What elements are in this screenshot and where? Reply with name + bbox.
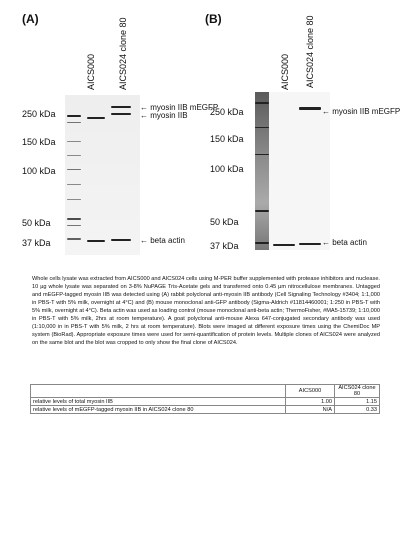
panel-b-annot-myosin-mEGFP: ← myosin IIB mEGFP bbox=[322, 107, 400, 116]
panel-b-annot-actin: ← beta actin bbox=[322, 238, 367, 247]
panel-b-label: (B) bbox=[205, 12, 222, 26]
panel-b-blot bbox=[255, 92, 330, 250]
table-header-cell bbox=[31, 385, 286, 398]
table-cell: 1.15 bbox=[335, 398, 380, 406]
table-row bbox=[31, 406, 380, 414]
table-header-row bbox=[31, 385, 380, 398]
panel-b-lane-label-2: AICS024 clone 80 bbox=[305, 15, 315, 88]
quantification-table bbox=[30, 384, 380, 414]
table-cell: N/A bbox=[286, 406, 335, 414]
arrow-left-icon: ← bbox=[140, 111, 148, 120]
panel-a-annot-actin: ← beta actin bbox=[140, 236, 185, 245]
panel-a-annot-myosin: ← myosin IIB bbox=[140, 111, 188, 120]
panel-a-lane-label-2: AICS024 clone 80 bbox=[118, 17, 128, 90]
panel-a-annot-myosin-mEGFP: ← myosin IIB mEGFP bbox=[140, 103, 219, 112]
panel-b-marker-100: 100 kDa bbox=[210, 164, 244, 174]
table-header-cell: AICS024 clone 80 bbox=[335, 385, 380, 398]
table-cell: relative levels of total myosin IIB bbox=[31, 398, 286, 406]
panel-b-ladder-lane bbox=[255, 92, 269, 250]
table-cell: relative levels of mEGFP-tagged myosin IIB in AICS024 clone 80 bbox=[31, 406, 286, 414]
panel-a-lane-label-1: AICS000 bbox=[86, 53, 96, 90]
panel-b-lane-aics024 bbox=[299, 92, 323, 250]
panel-a-marker-100: 100 kDa bbox=[22, 166, 56, 176]
panel-b-marker-150: 150 kDa bbox=[210, 134, 244, 144]
panel-a-marker-37: 37 kDa bbox=[22, 238, 51, 248]
panel-a-marker-50: 50 kDa bbox=[22, 218, 51, 228]
panel-b-marker-250: 250 kDa bbox=[210, 107, 244, 117]
panel-b-marker-50: 50 kDa bbox=[210, 217, 239, 227]
panel-a-lane-aics000 bbox=[87, 95, 107, 255]
panel-b-lane-aics000 bbox=[273, 92, 297, 250]
arrow-left-icon: ← bbox=[140, 103, 148, 112]
panel-a-lane-aics024 bbox=[111, 95, 133, 255]
table-row bbox=[31, 398, 380, 406]
figure-caption: Whole cells lysate was extracted from AICS000 and AICS024 cells using M-PER buffer supplemented with protease inhibitors and nuclease. 10 µg whole lysate was separated on 3-8% NuPAGE Tris-Acetate gels and transferred onto 0.45 µm nitrocellulose membranes. Untagged and mEGFP-tagged myosin IIB was detected using (A) rabbit polyclonal anti-myosin IIB antibody (Cell Signaling Technology #3404; 1:1,000 in PBS-T with 5% milk, overnight at 4°C) and (B) mouse monoclonal anti-GFP antibody (Sigma-Aldrich #11814460001; 1:250 in PBS-T with 5% milk, overnight at 4°C). Beta actin was used as loading control (mouse monoclonal anti-beta actin; ThermoFisher, #MA5-15739; 1:10,000 in PBS-T with 5% milk, 2hrs at room temperature). A goat polyclonal anti-mouse Alexa 647-conjugated secondary antibody was used (1:10,000 in in PBS-T with 5% milk, 2 hrs at room temperature). Blots were imaged at different exposure times using the ChemiDoc MP system (BioRad). Appropriate exposure times were used for semi-quantification of protein levels. Multiple clones of AICS024 were analyzed on the same blot and the blot was cropped to only show the final clone of AICS024. bbox=[32, 276, 380, 346]
table-header-cell: AICS000 bbox=[286, 385, 335, 398]
panel-a-marker-150: 150 kDa bbox=[22, 137, 56, 147]
panel-a-marker-250: 250 kDa bbox=[22, 109, 56, 119]
panel-b-marker-37: 37 kDa bbox=[210, 241, 239, 251]
panel-b-lane-label-1: AICS000 bbox=[280, 53, 290, 90]
panel-a-blot bbox=[65, 95, 140, 255]
table-cell: 1.00 bbox=[286, 398, 335, 406]
panel-a-ladder-lane bbox=[67, 95, 81, 255]
table-cell: 0.33 bbox=[335, 406, 380, 414]
arrow-left-icon: ← bbox=[322, 238, 330, 247]
arrow-left-icon: ← bbox=[140, 236, 148, 245]
panel-a-label: (A) bbox=[22, 12, 39, 26]
arrow-left-icon: ← bbox=[322, 107, 330, 116]
